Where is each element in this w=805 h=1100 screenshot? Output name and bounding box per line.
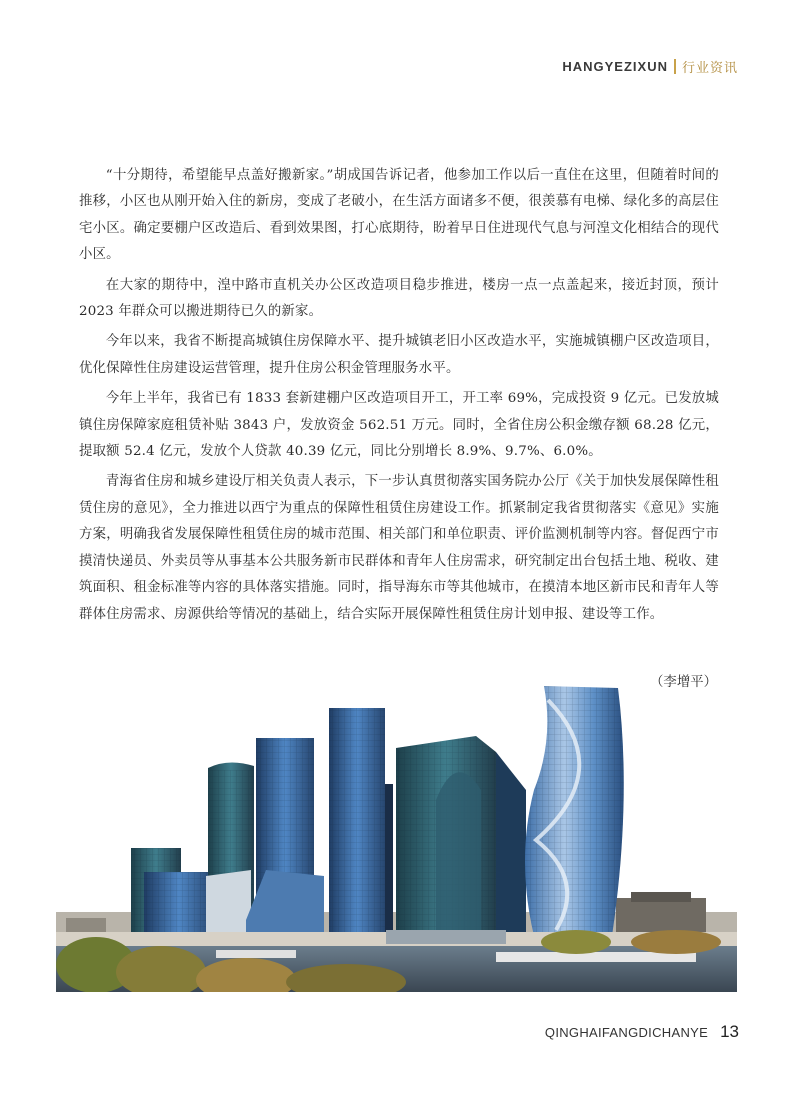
page-footer [545,1022,739,1042]
article-body [79,163,719,628]
page-number: 13 [720,1022,739,1041]
article-paragraph: “十分期待，希望能早点盖好搬新家。”胡成国告诉记者，他参加工作以后一直住在这里，但随着时间的推移，小区也从刚开始入住的新房，变成了老破小，在生活方面诸多不便，很羡慕有电梯、绿化多的高层住宅小区。确定要棚户区改造后、看到效果图，打心底期待，盼着早日住进现代气息与河湟文化相结合的现代小区。 [79,168,719,263]
header-divider [674,59,676,74]
article-paragraph: 青海省住房和城乡建设厅相关负责人表示，下一步认真贯彻落实国务院办公厅《关于加快发展保障性租赁住房的意见》，全力推进以西宁为重点的保障性租赁住房建设工作。抓紧制定我省贯彻落实《意见》实施方案，明确我省发展保障性租赁住房的城市范围、相关部门和单位职责、评价监测机制等内容。督促西宁市摸清快递员、外卖员等从事基本公共服务新市民群体和青年人住房需求，研究制定出台包括土地、税收、建筑面积、租金标准等内容的具体落实措施。同时，指导海东市等其他城市，在摸清本地区新市民和青年人等群体住房需求、房源供给等情况的基础上，结合实际开展保障性租赁住房计划申报、建设等工作。 [79,474,719,622]
section-title-cn: 行业资讯 [681,61,738,76]
section-title-en: HANGYEZIXUN [562,59,668,74]
article-paragraph: 今年以来，我省不断提高城镇住房保障水平、提升城镇老旧小区改造水平，实施城镇棚户区改造项目，优化保障性住房建设运营管理，提升住房公积金管理服务水平。 [79,334,719,376]
city-skyline-photo [56,680,737,992]
article-paragraph: 今年上半年，我省已有 1833 套新建棚户区改造项目开工，开工率 69%，完成投资 9 亿元。已发放城镇住房保障家庭租赁补贴 3843 户，发放资金 562.51 万元。同时，全省住房公积金缴存额 68.28 亿元，提取额 52.4 亿元，发放个人贷款 40.39 亿元，同比分别增长 8.9%、9.7%、6.0%。 [79,391,719,460]
section-header [562,57,738,76]
article-paragraph: 在大家的期待中，湟中路市直机关办公区改造项目稳步推进，楼房一点一点盖起来，接近封顶，预计 2023 年群众可以搬进期待已久的新家。 [79,277,719,320]
article-author: （李增平） [650,675,717,690]
magazine-name: QINGHAIFANGDICHANYE [544,1025,709,1040]
